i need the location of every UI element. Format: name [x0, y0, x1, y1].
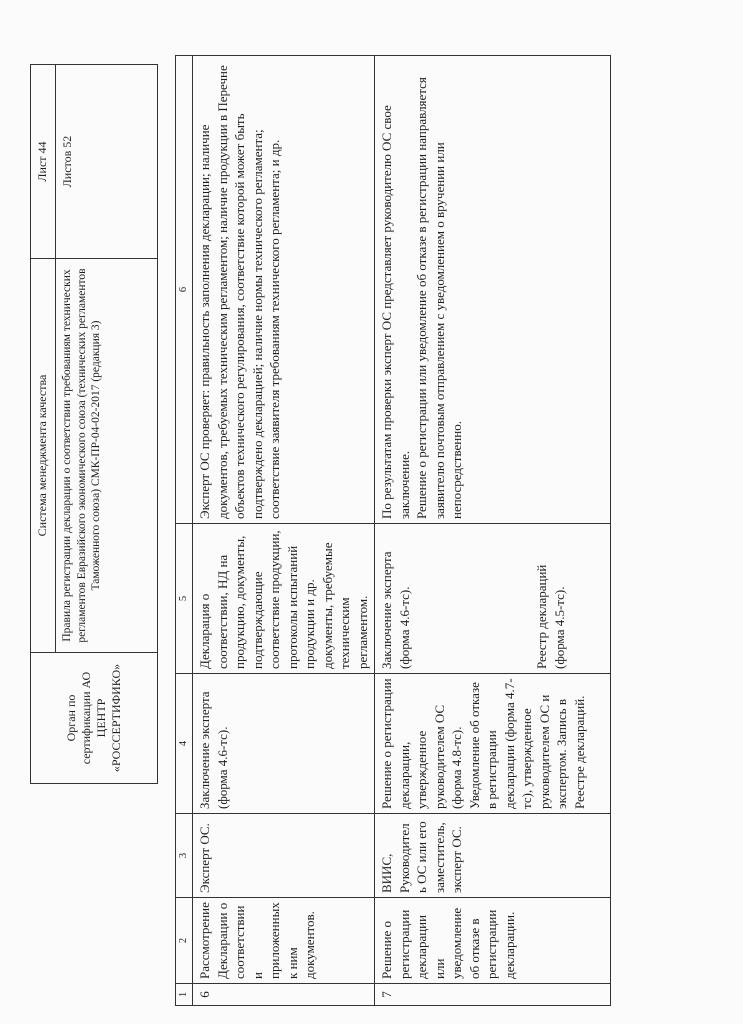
- rotated-content: [22, 46, 712, 1006]
- table-row: [193, 56, 375, 1006]
- performer-cell: Эксперт ОС.: [193, 814, 375, 898]
- documents-text-b: Реестр деклараций (форма 4.5-тс).: [534, 564, 567, 669]
- notes-cell: Эксперт ОС проверяет: правильность заполнения декларации; наличие документов, требуемых техническим регламентом; наличие продукции в Перечне объектов технического регулирования, соответствие которой может быть подтверждено декларацией; наличие нормы технического регламента; соответствие заявителя требованиям технического регламента; и др.: [193, 56, 375, 524]
- row-number: 6: [193, 984, 375, 1006]
- stage-cell: Рассмотрение Декларации о соответствии и приложенных к ним документов.: [193, 898, 375, 984]
- documents-cell: Декларация о соответствии, НД на продукцию, документы, подтверждающие соответствие продукции, протоколы испытаний продукции и др. документы, требуемые техническим регламентом.: [193, 524, 375, 674]
- column-number: 2: [176, 898, 193, 984]
- column-number: 6: [176, 56, 193, 524]
- document-header: [30, 64, 158, 784]
- doc-title: Правила регистрации декларации о соответствии требованиям технических регламентов Евразийского экономического союза (технических регламентов Таможенного союза) СМК-ПР-04-02-2017 (редакция 3): [61, 268, 102, 643]
- column-number: 5: [176, 524, 193, 674]
- stage-cell: Решение о регистрации декларации или уведомление об отказе в регистрации декларации.: [375, 898, 611, 984]
- column-number: 4: [176, 674, 193, 814]
- qms-title: Система менеджмента качества: [31, 259, 56, 652]
- performer-cell: ВИИС, Руководитель ОС или его заместитель, эксперт ОС.: [375, 814, 611, 898]
- documents-text-a: Заключение эксперта (форма 4.6-тс).: [379, 551, 412, 669]
- row-number: 7: [375, 984, 611, 1006]
- organization-name: Орган по сертификации АО ЦЕНТР «РОССЕРТИФИКО»: [31, 652, 157, 783]
- document-title-block: [31, 258, 157, 652]
- column-number: 1: [176, 984, 193, 1006]
- column-numbers-row: [176, 56, 193, 1006]
- sheet-number: Лист 44: [31, 65, 56, 258]
- table-row: [375, 56, 611, 1006]
- documents-cell: [375, 524, 611, 674]
- notes-text-a: По результатам проверки эксперт ОС представляет руководителю ОС свое заключение.: [379, 105, 412, 519]
- procedure-table: [175, 55, 611, 1006]
- result-cell: Заключение эксперта (форма 4.6-тс).: [193, 674, 375, 814]
- sheet-info: [31, 65, 157, 258]
- column-number: 3: [176, 814, 193, 898]
- result-cell: Решение о регистрации декларации, утвержденное руководителем ОС (форма 4.8-тс). Уведомление об отказе в регистрации декларации (форма 4.7-тс), утвержденное руководителем ОС и экспертом. Запись в Реестре деклараций.: [375, 674, 611, 814]
- sheets-total: Листов 52: [60, 135, 74, 188]
- notes-cell: [375, 56, 611, 524]
- notes-text-b: Решение о регистрации или уведомление об отказе в регистрации направляется заявителю почтовым отправлением с уведомлением о вручении или непосредственно.: [414, 77, 464, 519]
